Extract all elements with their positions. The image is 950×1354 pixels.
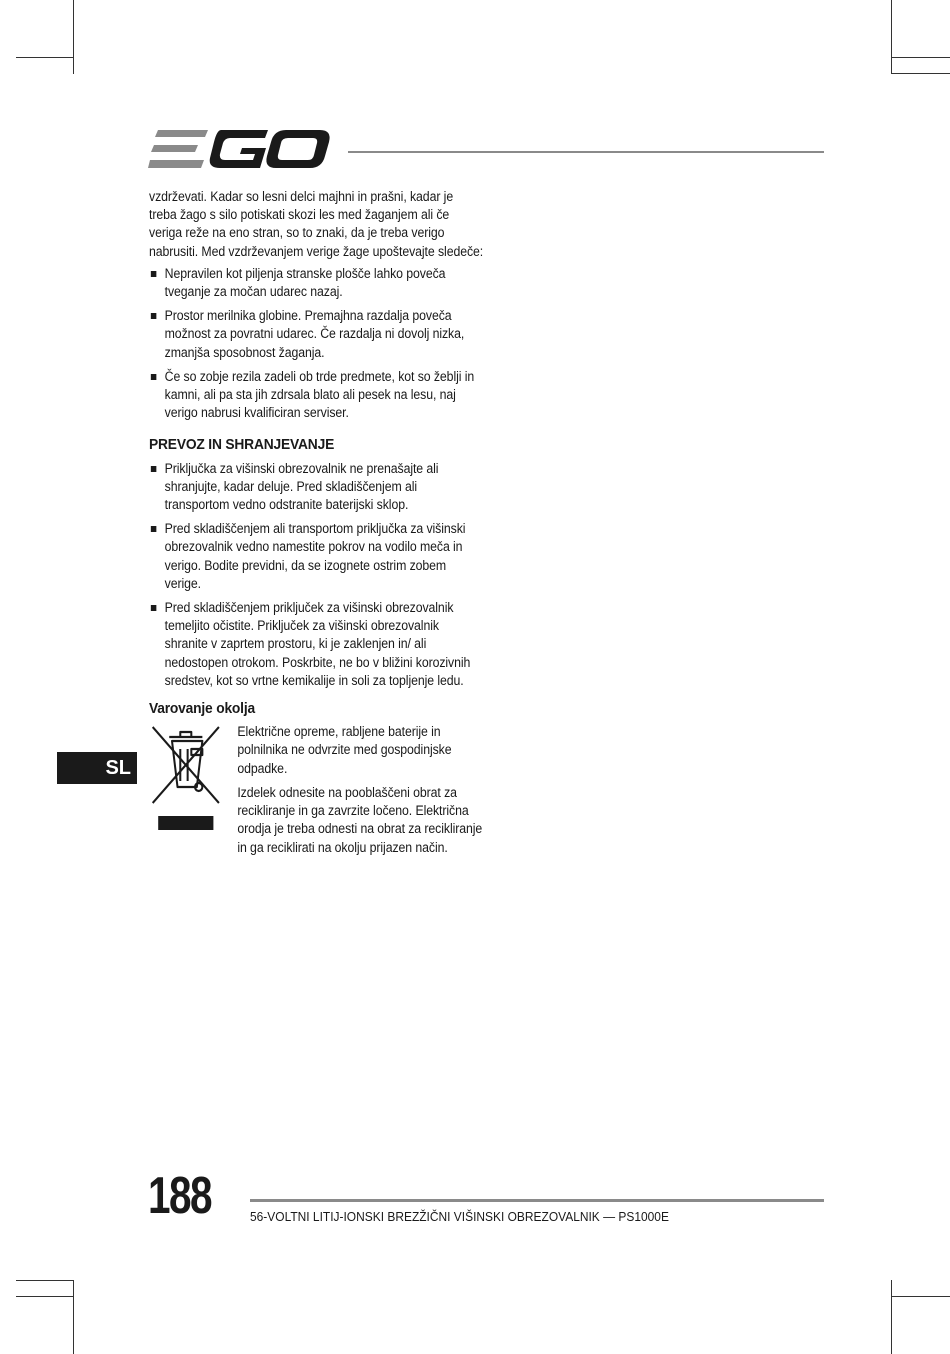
bullet-square-icon xyxy=(151,374,157,380)
list-item: Nepravilen kot piljenja stranske plošče lahko poveča tveganje za močan udarec nazaj. xyxy=(149,265,484,301)
list-item: Priključka za višinski obrezovalnik ne prenašajte ali shranjujte, kadar deluje. Pred skladiščenjem ali transportom vedno odstranite baterijski sklop. xyxy=(149,460,484,515)
crop-mark xyxy=(891,0,892,74)
page-number: 188 xyxy=(148,1167,211,1225)
environment-paragraph: Izdelek odnesite na pooblaščeni obrat za recikliranje in ga zavrzite ločeno. Električna orodja je treba odnesti na obrat za recikliranje in ga reciklirati na okolju prijazen način. xyxy=(237,784,483,855)
sharpening-list xyxy=(149,265,484,423)
list-item: Pred skladiščenjem ali transportom priključka za višinski obrezovalnik vedno namestite pokrov na vodilo meča in verigo. Bodite previdni, da se izognete ostrim zobem verige. xyxy=(149,520,484,593)
bullet-square-icon xyxy=(151,605,157,611)
crossed-out-wheelie-bin-icon xyxy=(149,723,223,862)
section-heading-transport: PREVOZ IN SHRANJEVANJE xyxy=(149,436,335,454)
bullet-square-icon xyxy=(151,313,157,319)
crop-mark xyxy=(16,1296,74,1297)
list-item: Pred skladiščenjem priključek za višinski obrezovalnik temeljito očistite. Priključek za višinski obrezovalnik shranite v zaprtem prostoru, ki je zaklenjen in/ ali nedostopen otrokom. Poskrbite, ne bo v bližini korozivnih sredstev, kot so vrtne kemikalije in soli za topljenje ledu. xyxy=(149,599,484,690)
environment-block xyxy=(149,723,484,862)
environment-paragraph: Električne opreme, rabljene baterije in polnilnika ne odvrzite med gospodinjske odpadke. xyxy=(237,724,452,776)
crop-mark xyxy=(891,57,950,58)
bullet-square-icon xyxy=(151,466,157,472)
crop-mark xyxy=(73,0,74,74)
crop-mark xyxy=(73,1280,74,1354)
footer-title: 56-VOLTNI LITIJ-IONSKI BREZŽIČNI VIŠINSKI OBREZOVALNIK — PS1000E xyxy=(250,1209,669,1224)
list-item: Če so zobje rezila zadeli ob trde predmete, kot so žeblji in kamni, ali pa sta jih zdrsala blato ali pesek na lesu, naj verigo nabrusi kvalificiran serviser. xyxy=(149,368,484,423)
language-tab: SL xyxy=(57,752,137,784)
intro-paragraph: vzdrževati. Kadar so lesni delci majhni in prašni, kadar je treba žago s silo potiskati skozi les med žaganjem ali če veriga reže na eno stran, so to znaki, da je treba verigo nabrusiti. Med vzdrževanjem verige žage upoštevajte sledeče: xyxy=(149,189,484,259)
crop-mark xyxy=(891,73,950,74)
footer-rule xyxy=(250,1199,824,1202)
crop-mark xyxy=(16,57,74,58)
header-rule xyxy=(348,151,824,153)
environment-text xyxy=(237,723,484,862)
crop-mark xyxy=(891,1280,892,1354)
main-content xyxy=(149,188,484,863)
crop-mark xyxy=(16,1280,74,1281)
section-heading-environment: Varovanje okolja xyxy=(149,700,255,718)
list-item: Prostor merilnika globine. Premajhna razdalja poveča možnost za povratni udarec. Če razdalja ni dovolj nizka, zmanjša sposobnost žaganja. xyxy=(149,307,484,362)
bullet-square-icon xyxy=(151,271,157,277)
crop-mark xyxy=(891,1296,950,1297)
ego-logo xyxy=(148,128,332,172)
bullet-square-icon xyxy=(151,526,157,532)
transport-list xyxy=(149,460,484,690)
